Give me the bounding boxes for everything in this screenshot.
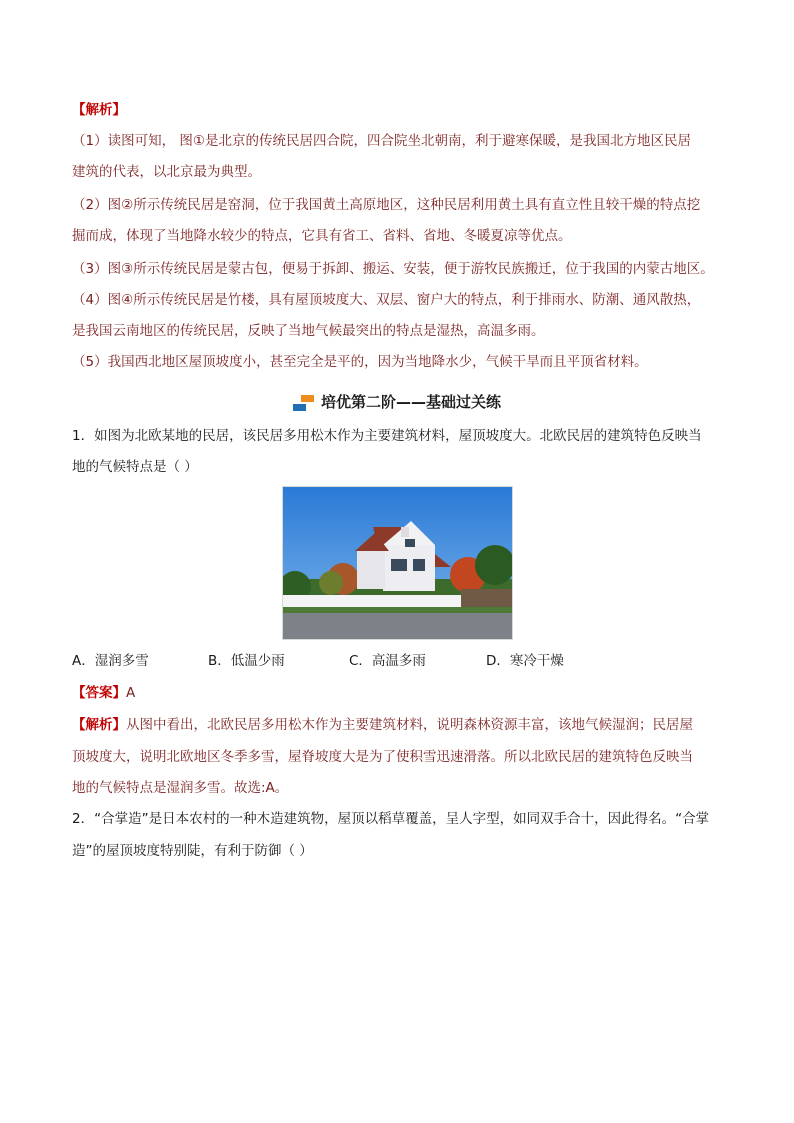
analysis-line: （5）我国西北地区屋顶坡度小，甚至完全是平的，因为当地降水少，气候干旱而且平顶省材料。 bbox=[72, 354, 648, 370]
analysis-line: 掘而成，体现了当地降水较少的特点，它具有省工、省料、省地、冬暖夏凉等优点。 bbox=[72, 228, 572, 244]
question-1-line: 地的气候特点是（ ） bbox=[72, 459, 198, 475]
nordic-house-photo bbox=[282, 486, 513, 640]
analysis-line: （3）图③所示传统民居是蒙古包，便易于拆卸、搬运、安装，便于游牧民族搬迁，位于我国的内蒙古地区。 bbox=[72, 261, 714, 277]
answer-label: 【答案】 bbox=[72, 685, 126, 701]
q1-analysis-label: 【解析】 bbox=[72, 717, 126, 733]
option-d: D．寒冷干燥 bbox=[486, 653, 564, 669]
section-title: 培优第二阶——基础过关练 bbox=[320, 393, 501, 411]
analysis-label: 【解析】 bbox=[72, 102, 126, 118]
analysis-line: （2）图②所示传统民居是窑洞，位于我国黄土高原地区，这种民居利用黄土具有直立性且较干燥的特点挖 bbox=[72, 197, 701, 213]
option-c: C．高温多雨 bbox=[349, 653, 426, 669]
analysis-line: 建筑的代表，以北京最为典型。 bbox=[72, 164, 261, 180]
analysis-line: 是我国云南地区的传统民居，反映了当地气候最突出的特点是湿热，高温多雨。 bbox=[72, 323, 545, 339]
analysis-line: （4）图④所示传统民居是竹楼，具有屋顶坡度大、双层、窗户大的特点，利于排雨水、防潮、通风散热， bbox=[72, 292, 701, 308]
section-heading bbox=[0, 392, 794, 413]
option-a: A．湿润多雪 bbox=[72, 653, 149, 669]
question-2-line: 2．“合掌造”是日本农村的一种木造建筑物，屋顶以稻草覆盖，呈人字型，如同双手合十，因此得名。“合掌 bbox=[72, 811, 710, 827]
q1-analysis-row bbox=[72, 716, 732, 734]
question-2-line: 造”的屋顶坡度特别陡，有利于防御（ ） bbox=[72, 843, 313, 859]
q1-analysis-line: 顶坡度大，说明北欧地区冬季多雪，屋脊坡度大是为了使积雪迅速滑落。所以北欧民居的建筑特色反映当 bbox=[72, 749, 693, 765]
section-logo-icon bbox=[293, 393, 315, 413]
q1-analysis-line: 地的气候特点是湿润多雪。故选:A。 bbox=[72, 780, 289, 796]
question-1-line: 1．如图为北欧某地的民居，该民居多用松木作为主要建筑材料，屋顶坡度大。北欧民居的建筑特色反映当 bbox=[72, 428, 702, 444]
q1-analysis-line: 从图中看出，北欧民居多用松木作为主要建筑材料，说明森林资源丰富，该地气候湿润；民居屋 bbox=[126, 717, 693, 733]
analysis-line: （1）读图可知， 图①是北京的传统民居四合院，四合院坐北朝南，利于避寒保暖，是我国北方地区民居 bbox=[72, 133, 691, 149]
answer-value: A bbox=[126, 685, 136, 701]
answer-row bbox=[72, 684, 732, 702]
option-b: B．低温少雨 bbox=[208, 653, 285, 669]
